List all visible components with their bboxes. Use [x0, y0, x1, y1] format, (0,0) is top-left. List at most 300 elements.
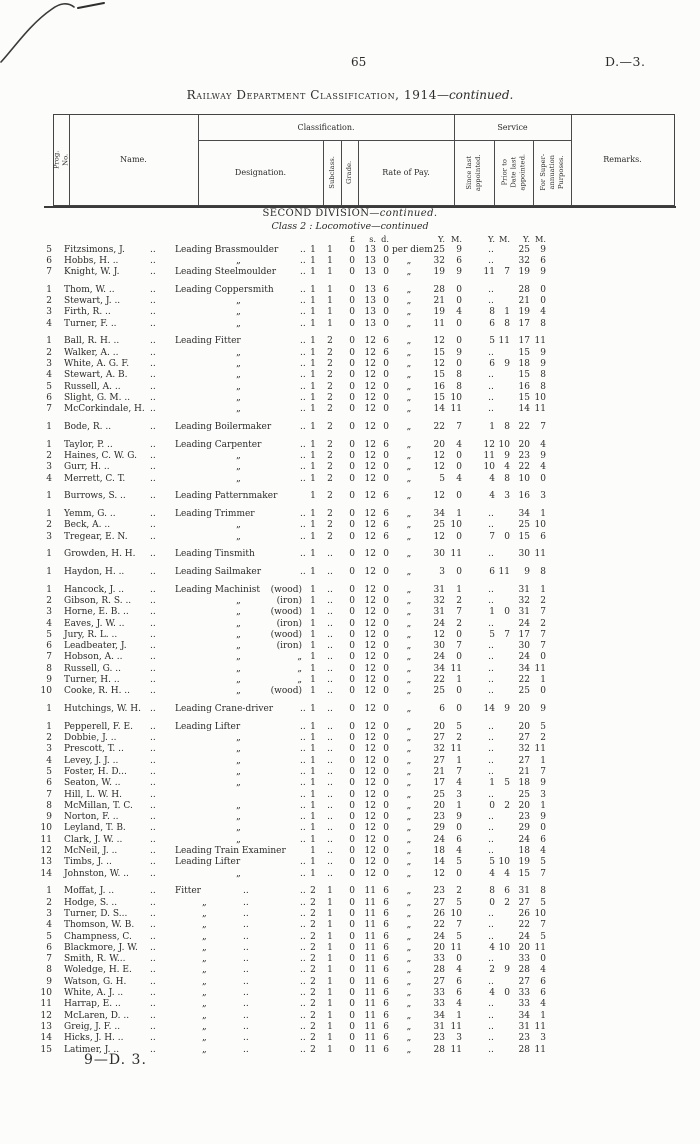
since-months: 10 [450, 908, 462, 919]
designation-ditto: „ [202, 920, 207, 931]
pay-pounds: 0 [349, 462, 355, 473]
since-months: 7 [456, 766, 462, 777]
prior-months: 11 [498, 336, 510, 347]
name: Jury, R. L. .. [64, 629, 118, 640]
pay-period: „ [406, 392, 412, 403]
since-years: 20 [433, 439, 445, 450]
super-months: 11 [534, 744, 546, 755]
leader-dots: .. [150, 857, 156, 868]
leader-dots: .. [150, 508, 156, 519]
prior-years: 5 [489, 857, 495, 868]
prior-months: 11 [498, 566, 510, 577]
leader-dots: .. [300, 284, 306, 295]
since-years: 25 [433, 686, 445, 697]
pay-pounds: 0 [349, 733, 355, 743]
pay-pence: 0 [383, 675, 389, 685]
name: Norton, F. .. [64, 812, 119, 823]
prog-no: 12 [40, 846, 52, 856]
prog-no: 4 [46, 920, 52, 931]
super-months: 10 [534, 520, 546, 531]
pay-period: „ [406, 965, 412, 976]
table-row [0, 267, 700, 278]
since-months: 1 [456, 508, 462, 519]
grade: 1 [327, 976, 333, 987]
pay-pence: 0 [383, 629, 389, 640]
leader-dots: .. [300, 520, 306, 531]
super-years: 25 [518, 686, 530, 697]
pay-pence: 0 [383, 834, 389, 845]
prog-no: 5 [46, 244, 52, 255]
grade: .. [327, 549, 333, 560]
super-years: 25 [518, 244, 530, 255]
prog-no: 11 [40, 834, 52, 845]
leader-dots: .. [300, 908, 306, 919]
leader-dots: .. [300, 439, 306, 450]
pay-pence: 0 [383, 812, 389, 823]
pay-pence: 0 [383, 584, 389, 595]
leader-dots: .. [150, 886, 156, 897]
since-years: 33 [433, 954, 445, 965]
pay-pence: 0 [383, 618, 389, 629]
name: Thom, W. .. [64, 284, 115, 295]
pay-shillings: 12 [364, 744, 376, 755]
leader-dots: .. [300, 462, 306, 473]
subclass: 1 [310, 531, 316, 542]
designation-ditto: „ [236, 381, 241, 392]
since-months: 0 [456, 868, 462, 879]
super-months: 9 [540, 359, 546, 369]
name: McCorkindale, H. [64, 404, 145, 415]
pay-pounds: 0 [349, 675, 355, 685]
pay-pounds: 0 [349, 704, 355, 714]
grade: 1 [327, 1010, 333, 1021]
pay-pence: 6 [383, 1021, 389, 1032]
since-years: 21 [433, 766, 445, 777]
header-designation: Designation. [234, 167, 287, 177]
grade: 2 [327, 421, 333, 432]
super-months: 11 [534, 404, 546, 415]
super-months: 7 [540, 766, 546, 777]
prior-dots: .. [488, 999, 494, 1010]
leader-dots: .. [150, 868, 156, 879]
pay-shillings: 12 [364, 800, 376, 811]
since-years: 32 [433, 744, 445, 755]
prior-dots: .. [488, 508, 494, 519]
leader-dots: .. [300, 244, 306, 255]
prior-months: 10 [498, 857, 510, 868]
prog-no: 6 [46, 641, 52, 652]
table-row [0, 652, 700, 663]
pay-shillings: 12 [364, 520, 376, 531]
pay-pounds: 0 [349, 549, 355, 560]
subclass: 2 [310, 1033, 316, 1044]
prog-no: 1 [46, 566, 52, 577]
prior-dots: .. [488, 812, 494, 823]
header-remarks: Remarks. [603, 155, 642, 165]
subclass: 1 [310, 307, 316, 318]
prior-years: 6 [489, 318, 495, 329]
leader-dots: .. [150, 897, 156, 908]
super-months: 8 [540, 566, 546, 577]
since-months: 7 [456, 421, 462, 432]
leader-dots: .. [300, 531, 306, 542]
designation-ditto: „ [236, 595, 241, 606]
pay-shillings: 12 [364, 652, 376, 663]
leader-dots: .. [150, 778, 156, 789]
months-unit: M. [535, 233, 546, 244]
table-row [0, 767, 700, 778]
designation: Fitter [175, 886, 201, 897]
super-years: 18 [518, 359, 530, 369]
pay-pence: 0 [383, 607, 389, 618]
super-years: 25 [518, 789, 530, 800]
leader-dots: .. [243, 920, 249, 931]
super-months: 7 [540, 920, 546, 931]
pay-period: „ [406, 704, 412, 714]
designation-ditto: „ [236, 520, 241, 531]
name: McLaren, D. .. [64, 1010, 130, 1021]
leader-dots: .. [300, 999, 306, 1010]
pay-pence: 0 [383, 359, 389, 369]
super-months: 9 [540, 244, 546, 255]
prior-months: 8 [504, 473, 510, 484]
prior-dots: .. [488, 584, 494, 595]
leader-dots: .. [300, 789, 306, 800]
grade: 1 [327, 307, 333, 318]
since-years: 23 [433, 812, 445, 823]
grade: 1 [327, 920, 333, 931]
prior-months: 4 [504, 462, 510, 473]
super-years: 15 [518, 370, 530, 381]
grade: .. [327, 641, 333, 652]
designation-ditto: „ [236, 307, 241, 318]
super-years: 24 [518, 618, 530, 629]
super-years: 33 [518, 988, 530, 998]
subclass: 1 [310, 618, 316, 629]
pay-pence: 6 [383, 976, 389, 987]
super-months: 4 [540, 846, 546, 856]
designation-ditto: „ [202, 1010, 207, 1021]
pay-period: „ [406, 663, 412, 674]
since-months: 0 [456, 284, 462, 295]
pay-period: „ [406, 766, 412, 777]
super-years: 20 [518, 704, 530, 714]
since-months: 10 [450, 520, 462, 531]
leader-dots: .. [300, 812, 306, 823]
super-years: 23 [518, 1033, 530, 1044]
pay-period: „ [406, 857, 412, 868]
prior-months: 10 [498, 942, 510, 953]
pay-pence: 0 [383, 566, 389, 577]
since-years: 29 [433, 823, 445, 834]
prior-years: 4 [489, 988, 495, 998]
since-years: 12 [433, 531, 445, 542]
pay-period: „ [406, 318, 412, 329]
leader-dots: .. [150, 370, 156, 381]
super-months: 11 [534, 663, 546, 674]
leader-dots: .. [150, 1021, 156, 1032]
super-years: 26 [518, 908, 530, 919]
designation-ditto: „ [236, 392, 241, 403]
table-row [0, 404, 700, 415]
prog-no: 5 [46, 931, 52, 942]
pay-pence: 0 [383, 450, 389, 461]
pay-pence: 0 [383, 318, 389, 329]
table-row [0, 520, 700, 531]
grade: 2 [327, 491, 333, 502]
name: Harrap, E. .. [64, 999, 121, 1010]
super-months: 7 [540, 868, 546, 879]
since-years: 34 [433, 508, 445, 519]
super-months: 1 [540, 584, 546, 595]
designation-ditto: „ [236, 766, 241, 777]
since-months: 11 [450, 1021, 462, 1032]
prior-years: 4 [489, 868, 495, 879]
prog-no: 10 [40, 686, 52, 697]
name: Seaton, W. .. [64, 778, 121, 789]
pay-pounds: 0 [349, 584, 355, 595]
leader-dots: .. [150, 307, 156, 318]
grade: .. [327, 744, 333, 755]
grade: .. [327, 704, 333, 714]
subclass: 2 [310, 886, 316, 897]
super-years: 32 [518, 255, 530, 266]
prior-dots: .. [488, 1010, 494, 1021]
pay-pounds: 0 [349, 1010, 355, 1021]
designation-ditto: „ [202, 965, 207, 976]
table-row [0, 596, 700, 607]
since-years: 24 [433, 834, 445, 845]
subclass: 1 [310, 584, 316, 595]
prior-dots: .. [488, 976, 494, 987]
super-years: 20 [518, 800, 530, 811]
since-months: 4 [456, 439, 462, 450]
name: Pepperell, F. E. [64, 721, 133, 732]
pay-period: „ [406, 584, 412, 595]
table-row [0, 307, 700, 318]
designation-ditto: „ [202, 999, 207, 1010]
pay-shillings: 12 [364, 663, 376, 674]
since-months: 11 [450, 549, 462, 560]
pay-shillings: 12 [364, 618, 376, 629]
subclass: 1 [310, 421, 316, 432]
since-years: 27 [433, 733, 445, 743]
pay-pounds: 0 [349, 520, 355, 531]
since-years: 12 [433, 462, 445, 473]
prog-no: 13 [40, 857, 52, 868]
pay-pence: 0 [383, 473, 389, 484]
pay-shillings: 13 [364, 244, 376, 255]
pay-pounds: 0 [349, 766, 355, 777]
prior-dots: .. [488, 721, 494, 732]
name: Beck, A. .. [64, 520, 111, 531]
subclass: 2 [310, 942, 316, 953]
subclass: 1 [310, 686, 316, 697]
prior-dots: .. [488, 789, 494, 800]
pay-pounds: 0 [349, 652, 355, 663]
header-prior-to-date: Prior to Date last appointed. [500, 154, 526, 191]
grade: .. [327, 755, 333, 766]
pay-period: „ [406, 897, 412, 908]
leader-dots: .. [300, 755, 306, 766]
pay-period: „ [406, 812, 412, 823]
subclass: 1 [310, 868, 316, 879]
designation: Leading Steelmoulder [175, 267, 277, 278]
pay-shillings: 11 [364, 942, 376, 953]
super-months: 4 [540, 307, 546, 318]
grade: .. [327, 618, 333, 629]
super-months: 4 [540, 462, 546, 473]
name: Firth, R. .. [64, 307, 111, 318]
pay-pounds: 0 [349, 1044, 355, 1055]
name: Clark, J. W. .. [64, 834, 123, 845]
pay-pounds: 0 [349, 988, 355, 998]
designation: Leading Crane-driver [175, 704, 274, 714]
super-months: 0 [540, 686, 546, 697]
prog-no: 12 [40, 1010, 52, 1021]
pay-shillings: 12 [364, 439, 376, 450]
leader-dots: .. [150, 721, 156, 732]
pay-shillings: 12 [364, 721, 376, 732]
since-years: 33 [433, 988, 445, 998]
grade: .. [327, 812, 333, 823]
name: Hancock, J. .. [64, 584, 125, 595]
since-months: 11 [450, 663, 462, 674]
designation: Leading Patternmaker [175, 491, 278, 502]
super-months: 6 [540, 988, 546, 998]
leader-dots: .. [300, 549, 306, 560]
subclass: 1 [310, 629, 316, 640]
prog-no: 1 [46, 549, 52, 560]
name: Walker, A. .. [64, 347, 119, 358]
designation-ditto: „ [236, 531, 241, 542]
pay-shillings: 12 [364, 766, 376, 777]
prior-months: 10 [498, 439, 510, 450]
prior-months: 4 [504, 868, 510, 879]
leader-dots: .. [150, 595, 156, 606]
name: Timbs, J. .. [64, 857, 112, 868]
pay-pence: 6 [383, 1010, 389, 1021]
leader-dots: .. [300, 778, 306, 789]
pay-period: „ [406, 868, 412, 879]
pay-pence: 0 [383, 823, 389, 834]
since-years: 3 [439, 566, 445, 577]
pay-period: „ [406, 255, 412, 266]
pay-pence: 0 [383, 404, 389, 415]
pay-shillings-unit: s. [369, 233, 376, 244]
pay-period: „ [406, 531, 412, 542]
subclass: 1 [310, 370, 316, 381]
since-months: 9 [456, 347, 462, 358]
header-subclass: Subclass. [327, 156, 336, 189]
leader-dots: .. [243, 908, 249, 919]
pay-period: „ [406, 744, 412, 755]
grade: .. [327, 834, 333, 845]
pay-shillings: 12 [364, 462, 376, 473]
header-classification: Classification. [297, 122, 355, 132]
pay-pence: 0 [383, 296, 389, 307]
table-row [0, 296, 700, 307]
header-service: Service [497, 122, 528, 132]
name: McMillan, T. C. [64, 800, 133, 811]
designation: Leading Fitter [175, 336, 241, 347]
grade: .. [327, 823, 333, 834]
pay-pounds: 0 [349, 778, 355, 789]
table-row [0, 491, 700, 502]
designation: Leading Coppersmith [175, 284, 274, 295]
super-years: 17 [518, 336, 530, 347]
prior-dots: .. [488, 931, 494, 942]
header-superannuation: For Super-annuation Purposes. [538, 154, 565, 191]
leader-dots: .. [300, 721, 306, 732]
grade: 2 [327, 462, 333, 473]
leader-dots: .. [150, 1010, 156, 1021]
table-row [0, 607, 700, 618]
leader-dots: .. [243, 976, 249, 987]
since-months: 2 [456, 886, 462, 897]
since-months: 6 [456, 834, 462, 845]
name: Slight, G. M. .. [64, 392, 131, 403]
prior-dots: .. [488, 549, 494, 560]
grade: 2 [327, 359, 333, 369]
designation: Leading Lifter [175, 857, 241, 868]
super-years: 31 [518, 886, 530, 897]
designation-ditto: „ [202, 976, 207, 987]
super-months: 0 [540, 954, 546, 965]
prog-no: 1 [46, 284, 52, 295]
pay-pounds: 0 [349, 307, 355, 318]
super-years: 31 [518, 1021, 530, 1032]
since-months: 8 [456, 370, 462, 381]
super-months: 4 [540, 439, 546, 450]
leader-dots: .. [150, 284, 156, 295]
super-years: 16 [518, 381, 530, 392]
prior-years: 2 [489, 965, 495, 976]
leader-dots: .. [150, 491, 156, 502]
subclass: 1 [310, 473, 316, 484]
since-years: 22 [433, 920, 445, 931]
prog-no: 4 [46, 618, 52, 629]
table-row [0, 462, 700, 473]
grade: 1 [327, 942, 333, 953]
since-years: 27 [433, 897, 445, 908]
name: Greig, J. F. .. [64, 1021, 121, 1032]
leader-dots: .. [150, 652, 156, 663]
pay-period: „ [406, 675, 412, 685]
subclass: 1 [310, 766, 316, 777]
since-years: 28 [433, 284, 445, 295]
since-months: 5 [456, 931, 462, 942]
leader-dots: .. [300, 566, 306, 577]
pay-period: „ [406, 607, 412, 618]
subclass: 1 [310, 392, 316, 403]
super-years: 24 [518, 931, 530, 942]
super-months: 7 [540, 421, 546, 432]
super-months: 2 [540, 618, 546, 629]
leader-dots: .. [150, 473, 156, 484]
super-years: 28 [518, 284, 530, 295]
designation: Leading Brassmoulder [175, 244, 279, 255]
prog-no: 5 [46, 381, 52, 392]
prior-dots: .. [488, 1044, 494, 1055]
years-unit: Y. [438, 233, 445, 244]
subclass: 1 [310, 607, 316, 618]
super-months: 11 [534, 336, 546, 347]
prog-no: 1 [46, 439, 52, 450]
table-row [0, 348, 700, 359]
leader-dots: .. [300, 421, 306, 432]
pay-pence: 6 [383, 347, 389, 358]
